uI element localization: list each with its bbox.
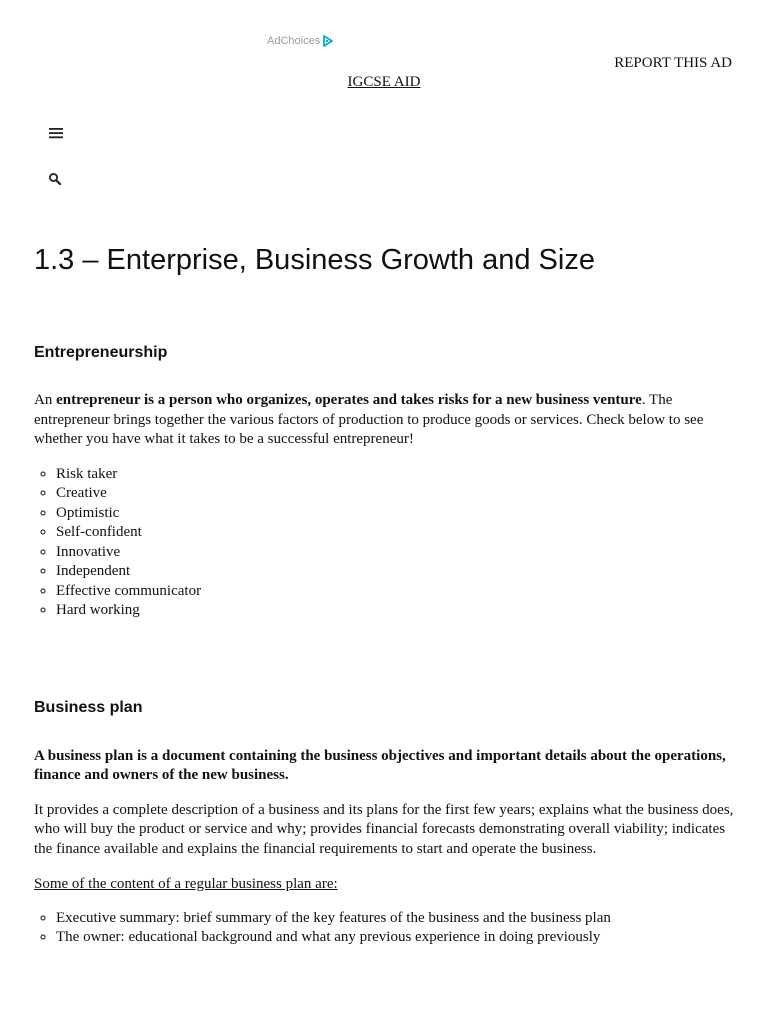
- intro-pre: An: [34, 392, 57, 408]
- article-content: [34, 238, 734, 948]
- site-title-link[interactable]: IGCSE AID: [347, 74, 421, 90]
- content-intro-text: Some of the content of a regular business plan are:: [34, 876, 338, 892]
- business-plan-content-list: [34, 909, 734, 948]
- list-item: ◦ Executive summary: brief summary of the key features of the business and the business plan: [56, 909, 734, 929]
- list-item: ◦ Innovative: [56, 543, 734, 563]
- page-title: 1.3 – Enterprise, Business Growth and Size: [34, 244, 595, 276]
- list-item: ◦ Risk taker: [56, 465, 734, 485]
- list-item: ◦ Hard working: [56, 601, 734, 621]
- entrepreneur-traits-list: [34, 465, 734, 621]
- list-item: ◦ Effective communicator: [56, 582, 734, 602]
- content-intro: [34, 875, 734, 895]
- list-item: ◦ Independent: [56, 562, 734, 582]
- section-heading-entrepreneurship: Entrepreneurship: [34, 344, 168, 361]
- definition-bold: A business plan is a document containing the business objectives and important details about the operations, finance and owners of the new business.: [34, 747, 726, 783]
- section-heading-business-plan: Business plan: [34, 698, 143, 716]
- adchoices-link[interactable]: [267, 35, 334, 47]
- list-item: ◦ The owner: educational background and what any previous experience in doing previously: [56, 928, 734, 948]
- search-icon[interactable]: [48, 172, 62, 186]
- intro-bold: entrepreneur is a person who organizes, operates and takes risks for a new business venture: [56, 392, 642, 408]
- list-item: ◦ Self-confident: [56, 523, 734, 543]
- list-item: ◦ Creative: [56, 484, 734, 504]
- entrepreneur-definition: [34, 391, 734, 450]
- hamburger-menu-icon[interactable]: [48, 126, 64, 140]
- business-plan-description: It provides a complete description of a business and its plans for the first few years; explains what the business does, who will buy the product or service and why; provides financial forecasts demonstrating overall viability; indicates the finance available and explains the financial requirements to start and operate the business.: [34, 801, 734, 857]
- intro-post: . The entrepreneur brings together the various factors of production to produce goods or services. Check below to see whether you have what it takes to be a successful entrepreneur!: [34, 392, 704, 447]
- site-title: [0, 74, 768, 91]
- business-plan-definition: [34, 747, 734, 786]
- adchoices-label: AdChoices: [267, 35, 321, 47]
- list-item: ◦ Optimistic: [56, 504, 734, 524]
- report-ad-link[interactable]: REPORT THIS AD: [614, 55, 732, 71]
- adchoices-icon: [322, 35, 334, 47]
